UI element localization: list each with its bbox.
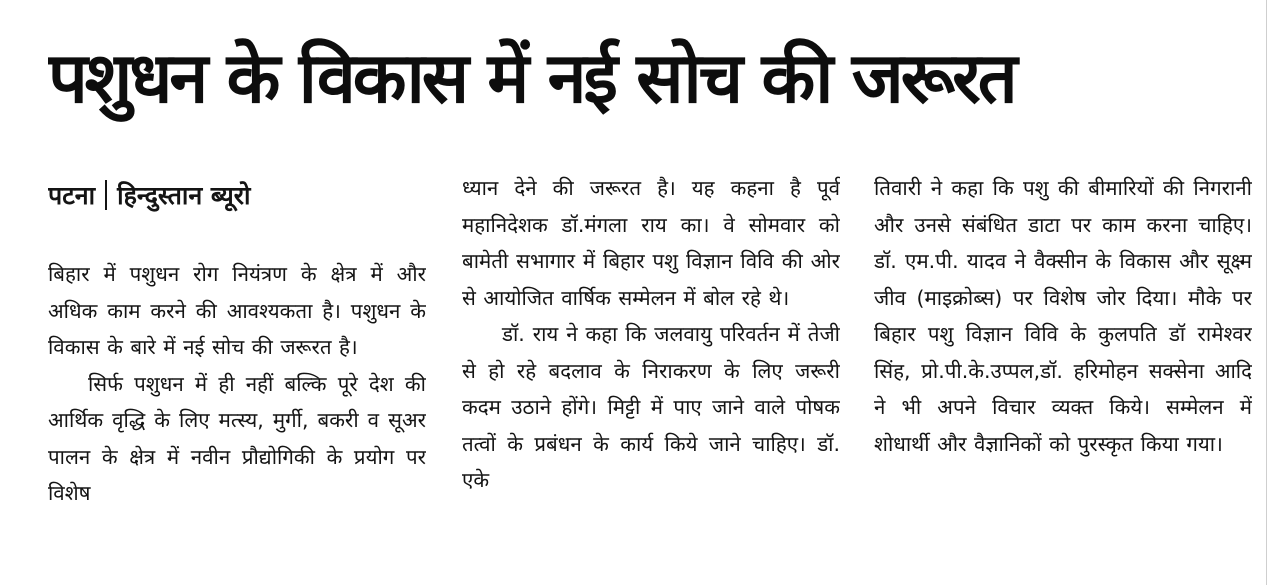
paragraph: तिवारी ने कहा कि पशु की बीमारियों की निगरानी और उनसे संबंधित डाटा पर काम करना चाहिए। डॉ. एम.पी. यादव ने वैक्सीन के विकास और सूक्ष्म जीव (माइक्रोब्स) पर विशेष जोर दिया। मौके पर बिहार पशु विज्ञान विवि के कुलपति डॉ रामेश्वर सिंह, प्रो.पी.के.उप्पल,डॉ. हरिमोहन सक्सेना आदि ने भी अपने विचार व्यक्त किये। सम्मेलन में शोधार्थी और वैज्ञानिकों को पुरस्कृत किया गया। [874, 176, 1252, 456]
dateline [48, 170, 426, 220]
paragraph: डॉ. राय ने कहा कि जलवायु परिवर्तन में तेजी से हो रहे बदलाव के निराकरण के लिए जरूरी कदम उठाने होंगे। मिट्टी में पाए जाने वाले पोषक तत्वों के प्रबंधन के कार्य किये जाने चाहिए। डॉ. एके [462, 322, 840, 492]
paragraph: बिहार में पशुधन रोग नियंत्रण के क्षेत्र में और अधिक काम करने की आवश्यकता है। पशुधन के विकास के बारे में नई सोच की जरूरत है। [48, 262, 426, 359]
dateline-separator [105, 180, 107, 210]
page-edge-rule [1266, 0, 1267, 585]
article-column-1 [48, 170, 426, 580]
dateline-byline: हिन्दुस्तान ब्यूरो [117, 181, 251, 210]
paragraph: सिर्फ पशुधन में ही नहीं बल्कि पूरे देश की आर्थिक वृद्धि के लिए मत्स्य, मुर्गी, बकरी व सूअर पालन के क्षेत्र में नवीन प्रौद्योगिकी के प्रयोग पर विशेष [48, 371, 426, 505]
article-column-2 [462, 170, 840, 580]
headline: पशुधन के विकास में नई सोच की जरूरत [48, 37, 1015, 119]
article-column-3 [874, 170, 1252, 580]
dateline-place: पटना [48, 181, 96, 210]
paragraph: ध्यान देने की जरूरत है। यह कहना है पूर्व महानिदेशक डॉ.मंगला राय का। वे सोमवार को बामेती सभागार में बिहार पशु विज्ञान विवि की ओर से आयोजित वार्षिक सम्मेलन में बोल रहे थे। [462, 176, 840, 310]
